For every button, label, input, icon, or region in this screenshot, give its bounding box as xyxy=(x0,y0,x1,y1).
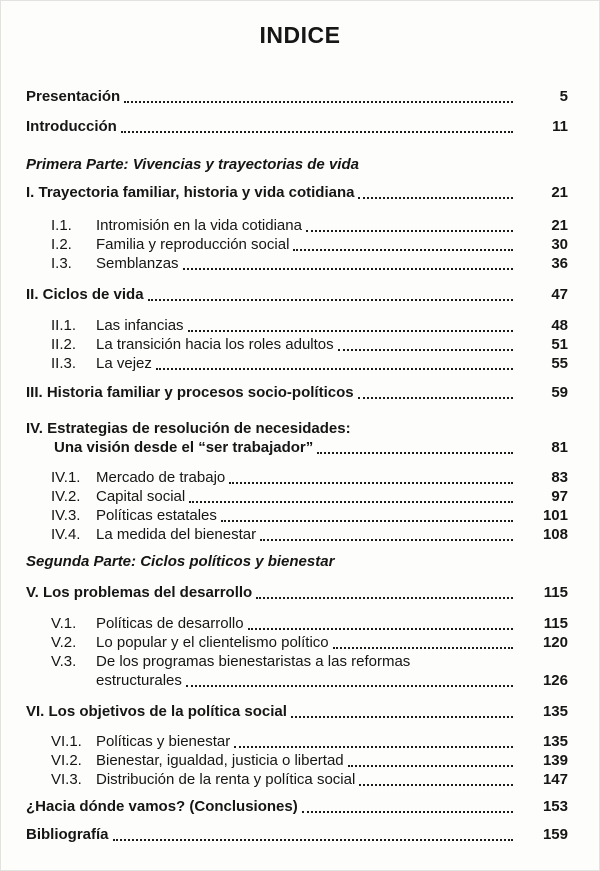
dot-leader xyxy=(302,216,518,235)
page-number: 59 xyxy=(551,384,568,401)
page-number: 120 xyxy=(542,634,568,651)
toc-entry xyxy=(26,468,568,487)
entry-text-continued: Una visión desde el “ser trabajador” xyxy=(54,439,314,456)
entry-number: VI.2. xyxy=(51,752,82,769)
toc-entry xyxy=(26,354,568,373)
toc-entry xyxy=(26,703,568,721)
page-number: 55 xyxy=(551,355,568,372)
toc-entry xyxy=(26,235,568,254)
entry-text: Políticas de desarrollo xyxy=(96,615,244,632)
dot-leader xyxy=(184,316,518,335)
entry-text: Familia y reproducción social xyxy=(96,236,290,253)
entry-number: V.2. xyxy=(51,634,77,651)
entry-text: De los programas bienestaristas a las reformas xyxy=(96,653,411,670)
toc-entry xyxy=(26,584,568,602)
entry-text: Bibliografía xyxy=(26,826,109,843)
dot-leader xyxy=(230,732,518,751)
toc-entry xyxy=(26,487,568,506)
toc-entry xyxy=(26,419,568,457)
page-number: 48 xyxy=(551,317,568,334)
entry-text: Lo popular y el clientelismo político xyxy=(96,634,329,651)
entry-text: Intromisión en la vida cotidiana xyxy=(96,217,302,234)
entry-number: IV.2. xyxy=(51,488,81,505)
toc-entry xyxy=(26,633,568,652)
page-number: 115 xyxy=(543,584,568,601)
entry-text: IV. Estrategias de resolución de necesidades: xyxy=(26,420,351,437)
dot-leader xyxy=(287,703,518,721)
entry-text: Semblanzas xyxy=(96,255,179,272)
dot-leader xyxy=(354,384,518,402)
toc-entry xyxy=(26,384,568,402)
toc-entry xyxy=(26,335,568,354)
page-title: INDICE xyxy=(259,22,341,48)
entry-text: II. Ciclos de vida xyxy=(26,286,144,303)
entry-text: Mercado de trabajo xyxy=(96,469,226,486)
dot-leader xyxy=(182,671,518,690)
entry-text: III. Historia familiar y procesos socio-políticos xyxy=(26,384,354,401)
page-number: 5 xyxy=(559,88,568,105)
dot-leader xyxy=(185,487,518,506)
entry-text: Políticas y bienestar xyxy=(96,733,231,750)
entry-text: Primera Parte: Vivencias y trayectorias de vida xyxy=(26,156,359,173)
toc-entry xyxy=(26,506,568,525)
entry-text: Capital social xyxy=(96,488,186,505)
toc-entry xyxy=(26,254,568,273)
entry-text: Presentación xyxy=(26,88,121,105)
toc-part-heading xyxy=(26,553,568,571)
dot-leader xyxy=(298,798,518,816)
entry-text: Segunda Parte: Ciclos políticos y bienestar xyxy=(26,553,335,570)
entry-text: Bienestar, igualdad, justicia o libertad xyxy=(96,752,344,769)
page-number: 115 xyxy=(543,615,568,632)
entry-number: IV.4. xyxy=(51,526,81,543)
page-number: 36 xyxy=(551,255,568,272)
toc-entry xyxy=(26,88,568,106)
entry-number: II.2. xyxy=(51,336,77,353)
page-number: 135 xyxy=(542,703,568,720)
entry-text: VI. Los objetivos de la política social xyxy=(26,703,287,720)
dot-leader xyxy=(289,235,518,254)
page-number: 97 xyxy=(551,488,568,505)
dot-leader xyxy=(225,468,518,487)
entry-number: I.2. xyxy=(51,236,72,253)
toc-entry xyxy=(26,751,568,770)
page-number: 101 xyxy=(542,507,568,524)
toc-entry xyxy=(26,525,568,544)
toc-part-heading xyxy=(26,156,568,174)
dot-leader xyxy=(344,751,518,770)
page-number: 108 xyxy=(542,526,568,543)
page-number: 21 xyxy=(551,184,568,201)
entry-number: V.1. xyxy=(51,615,77,632)
page-number: 153 xyxy=(542,798,568,815)
dot-leader xyxy=(244,614,518,633)
toc-entry xyxy=(26,826,568,844)
dot-leader xyxy=(144,286,518,304)
dot-leader xyxy=(252,584,518,602)
page-number: 147 xyxy=(542,771,568,788)
entry-number: V.3. xyxy=(51,653,77,670)
dot-leader xyxy=(256,525,518,544)
page-number: 30 xyxy=(551,236,568,253)
dot-leader xyxy=(120,88,518,106)
page-number: 135 xyxy=(542,733,568,750)
toc-entry xyxy=(26,286,568,304)
toc-entry xyxy=(26,652,568,690)
entry-number: IV.1. xyxy=(51,469,81,486)
toc-entry xyxy=(26,732,568,751)
dot-leader xyxy=(334,335,518,354)
dot-leader xyxy=(179,254,518,273)
page-number: 83 xyxy=(551,469,568,486)
page-number: 47 xyxy=(551,286,568,303)
entry-text-continued: estructurales xyxy=(96,672,182,689)
entry-text: Introducción xyxy=(26,118,117,135)
dot-leader xyxy=(217,506,518,525)
dot-leader xyxy=(354,184,518,202)
entry-text: La vejez xyxy=(96,355,152,372)
page-number: 159 xyxy=(542,826,568,843)
table-of-contents xyxy=(26,88,568,844)
page-number: 21 xyxy=(551,217,568,234)
toc-entry xyxy=(26,118,568,136)
entry-number: IV.3. xyxy=(51,507,81,524)
entry-text: La medida del bienestar xyxy=(96,526,257,543)
toc-entry xyxy=(26,614,568,633)
page-number: 51 xyxy=(551,336,568,353)
toc-entry xyxy=(26,184,568,202)
entry-text: Políticas estatales xyxy=(96,507,217,524)
page-number: 126 xyxy=(542,672,568,689)
entry-number: I.3. xyxy=(51,255,72,272)
page-number: 139 xyxy=(542,752,568,769)
entry-number: VI.1. xyxy=(51,733,82,750)
dot-leader xyxy=(152,354,518,373)
toc-entry xyxy=(26,216,568,235)
page-number: 11 xyxy=(552,118,568,135)
entry-text: ¿Hacia dónde vamos? (Conclusiones) xyxy=(26,798,298,815)
entry-text: I. Trayectoria familiar, historia y vida cotidiana xyxy=(26,184,355,201)
dot-leader xyxy=(329,633,518,652)
entry-text: Distribución de la renta y política social xyxy=(96,771,356,788)
entry-text: La transición hacia los roles adultos xyxy=(96,336,334,353)
toc-entry xyxy=(26,798,568,816)
dot-leader xyxy=(109,826,518,844)
entry-number: II.1. xyxy=(51,317,77,334)
entry-number: VI.3. xyxy=(51,771,82,788)
toc-entry xyxy=(26,316,568,335)
page-number: 81 xyxy=(551,439,568,456)
dot-leader xyxy=(313,438,518,457)
dot-leader xyxy=(355,770,518,789)
toc-entry xyxy=(26,770,568,789)
dot-leader xyxy=(117,118,518,136)
entry-number: I.1. xyxy=(51,217,72,234)
entry-text: V. Los problemas del desarrollo xyxy=(26,584,253,601)
entry-text: Las infancias xyxy=(96,317,184,334)
entry-number: II.3. xyxy=(51,355,77,372)
